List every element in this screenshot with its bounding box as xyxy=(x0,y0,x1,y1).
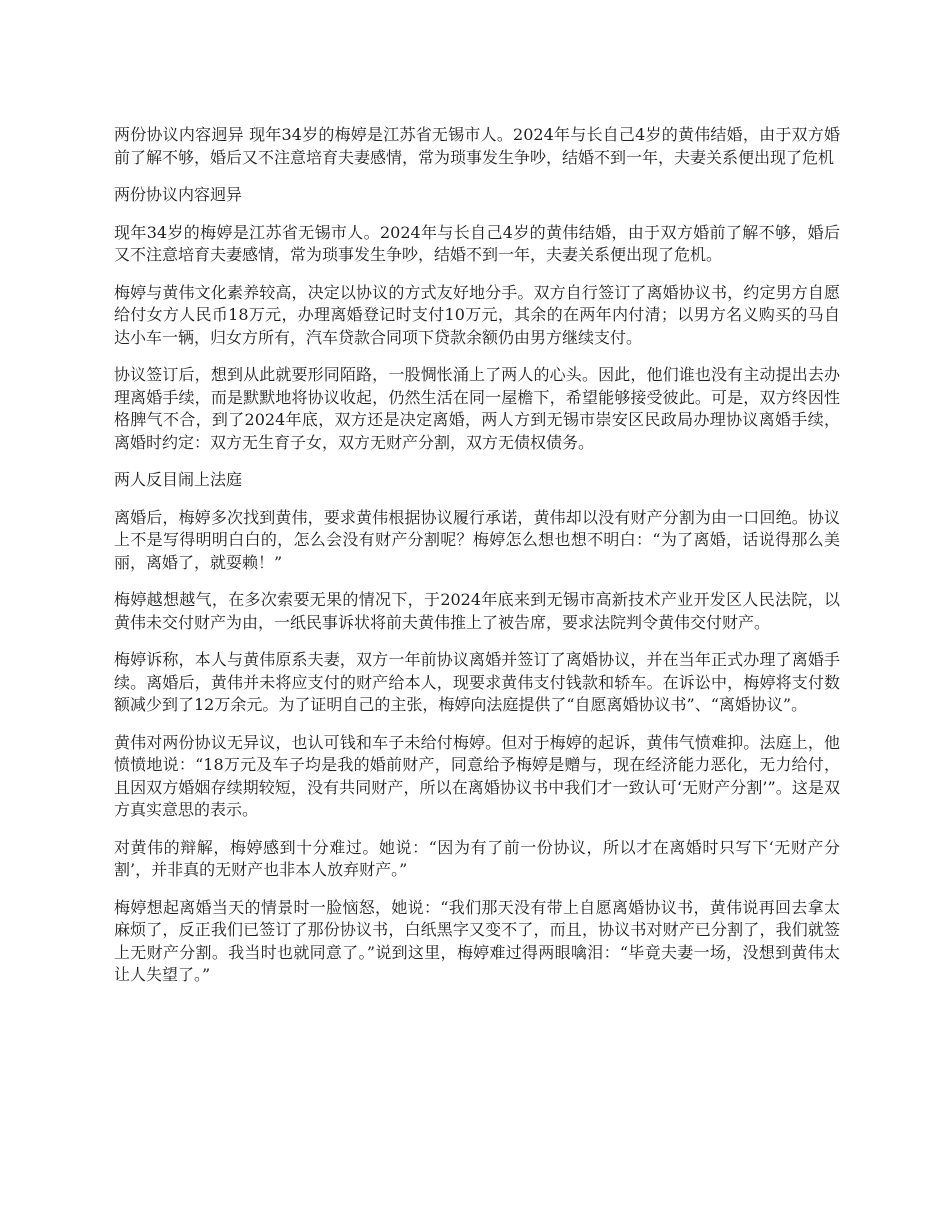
section-heading-agreements: 两份协议内容迥异 xyxy=(114,185,243,204)
section-heading-court: 两人反目闹上法庭 xyxy=(114,470,243,489)
paragraph-lawsuit: 梅婷越想越气，在多次索要无果的情况下，于2024年底来到无锡市高新技术产业开发区人民法院，以黄伟未交付财产为由，一纸民事诉状将前夫黄伟推上了被告席，要求法院判令黄伟交付财产。 xyxy=(114,590,840,632)
paragraph-recollection: 梅婷想起离婚当天的情景时一脸恼怒，她说：“我们那天没有带上自愿离婚协议书，黄伟说再回去拿太麻烦了，反正我们已签订了那份协议书，白纸黑字又变不了，而且，协议书对财产已分割了，我们就签上无财产分割。我当时也就同意了。”说到这里，梅婷难过得两眼噙泪：“毕竟夫妻一场，没想到黄伟太让人失望了。” xyxy=(114,897,840,984)
paragraph-first-agreement: 梅婷与黄伟文化素养较高，决定以协议的方式友好地分手。双方自行签订了离婚协议书，约定男方自愿给付女方人民币18万元，办理离婚登记时支付10万元，其余的在两年内付清；以男方名义购买的马自达小车一辆，归女方所有，汽车贷款合同项下贷款余额仍由男方继续支付。 xyxy=(114,282,840,347)
paragraph-background: 现年34岁的梅婷是江苏省无锡市人。2024年与长自己4岁的黄伟结婚，由于双方婚前了解不够，婚后又不注意培育夫妻感情，常为琐事发生争吵，结婚不到一年，夫妻关系便出现了危机。 xyxy=(114,222,840,264)
paragraph-plaintiff-rebuttal: 对黄伟的辩解，梅婷感到十分难过。她说：“因为有了前一份协议，所以才在离婚时只写下‘无财产分割’，并非真的无财产也非本人放弃财产。” xyxy=(114,837,840,879)
document-body xyxy=(114,124,840,1002)
paragraph-divorce-registration: 协议签订后，想到从此就要形同陌路，一股惆怅涌上了两人的心头。因此，他们谁也没有主动提出去办理离婚手续，而是默默地将协议收起，仍然生活在同一屋檐下，希望能够接受彼此。可是，双方终因性格脾气不合，到了2024年底，双方还是决定离婚，两人方到无锡市崇安区民政局办理协议离婚手续，离婚时约定：双方无生育子女，双方无财产分割，双方无债权债务。 xyxy=(114,365,840,452)
paragraph-plaintiff-claim: 梅婷诉称，本人与黄伟原系夫妻，双方一年前协议离婚并签订了离婚协议，并在当年正式办理了离婚手续。离婚后，黄伟并未将应支付的财产给本人，现要求黄伟支付钱款和轿车。在诉讼中，梅婷将支付数额减少到了12万余元。为了证明自己的主张，梅婷向法庭提供了“自愿离婚协议书”、“离婚协议”。 xyxy=(114,650,840,714)
paragraph-refusal: 离婚后，梅婷多次找到黄伟，要求黄伟根据协议履行承诺，黄伟却以没有财产分割为由一口回绝。协议上不是写得明明白白的，怎么会没有财产分割呢？梅婷怎么想也想不明白：“为了离婚，话说得那么美丽，离婚了，就耍赖！” xyxy=(114,507,840,572)
intro-paragraph: 两份协议内容迥异 现年34岁的梅婷是江苏省无锡市人。2024年与长自己4岁的黄伟结婚，由于双方婚前了解不够，婚后又不注意培育夫妻感情，常为琐事发生争吵，结婚不到一年，夫妻关系便出现了危机 xyxy=(114,125,840,167)
paragraph-defendant-response: 黄伟对两份协议无异议，也认可钱和车子未给付梅婷。但对于梅婷的起诉，黄伟气愤难抑。法庭上，他愤愤地说：“18万元及车子均是我的婚前财产，同意给予梅婷是赠与，现在经济能力恶化，无力给付，且因双方婚姻存续期较短，没有共同财产，所以在离婚协议书中我们才一致认可‘无财产分割’”。这是双方真实意思的表示。 xyxy=(114,732,840,819)
